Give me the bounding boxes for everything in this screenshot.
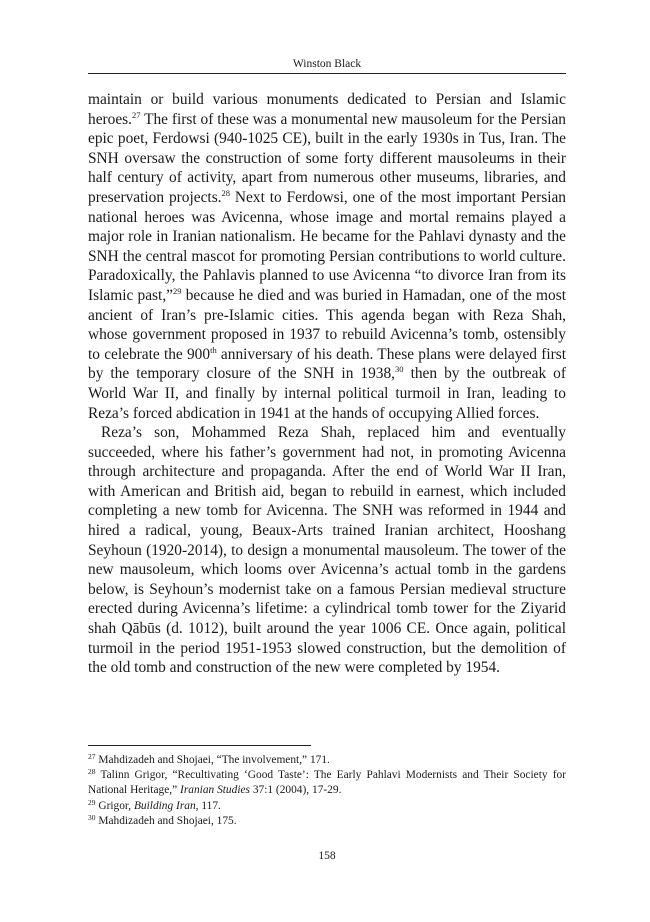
footnote: $^{28}$ Talinn Grigor, “Recultivating ‘Good Taste’: The Early Pahlavi Modernists and Their Society for National Heritage,” Iranian Studies 37:1 (2004), 17-29. [88,767,566,797]
paragraph: maintain or build various monuments dedicated to Persian and Islamic heroes.$^{27}$ The first of these was a monumental new mausoleum for the Persian epic poet, Ferdowsi (940-1025 CE), built in the early 1930s in Tus, Iran. The SNH oversaw the construction of some forty different mausoleums in their half century of activity, apart from numerous other museums, libraries, and preservation projects.$^{28}$ Next to Ferdowsi, one of the most important Persian national heroes was Avicenna, whose image and mortal remains played a major role in Iranian nationalism. He became for the Pahlavi dynasty and the SNH the central mascot for promoting Persian contributions to world culture. Paradoxically, the Pahlavis planned to use Avicenna “to divorce Iran from its Islamic past,”$^{29}$ because he died and was buried in Hamadan, one of the most ancient of Iran’s pre-Islamic cities. This agenda began with Reza Shah, whose government proposed in 1937 to rebuild Avicenna’s tomb, ostensibly to celebrate the 900th anniversary of his death. These plans were delayed first by the temporary closure of the SNH in 1938,30 then by the outbreak of World War II, and finally by internal political turmoil in Iran, leading to Reza’s forced abdication in 1941 at the hands of occupying Allied forces. [88,91,567,422]
footnote-reference: 29 [173,285,182,296]
footnote: $^{29}$ Grigor, Building Iran, 117. [88,797,221,812]
footnote-number: 30 [88,812,96,822]
footnote: $^{27}$ Mahdizadeh and Shojaei, “The involvement,” 171. [88,752,330,766]
header-rule [88,73,566,74]
footnote: $^{30}$ Mahdizadeh and Shojaei, 175. [88,812,237,827]
footnote-number: 29 [88,797,96,807]
italic-title: Iranian Studies [180,784,250,797]
footnote-reference: 30 [395,364,404,375]
body-text [88,90,566,678]
footnote-reference: 27 [132,109,141,120]
footnote-reference: 28 [221,187,231,198]
footnote-rule [88,745,311,746]
running-head: Winston Black [292,58,362,70]
italic-title: Building Iran [133,799,196,812]
footnote-number: 27 [88,752,96,761]
paragraph: Reza’s son, Mohammed Reza Shah, replaced him and eventually succeeded, where his father’s government had not, in promoting Avicenna through architecture and propaganda. After the end of World War II Iran, with American and British aid, began to rebuild in earnest, which included completing a new tomb for Avicenna. The SNH was reformed in 1944 and hired a radical, young, Beaux-Arts trained Iranian architect, Hooshang Seyhoun (1920-2014), to design a monumental mausoleum. The tower of the new mausoleum, which looms over Avicenna’s actual tomb in the gardens below, is Seyhoun’s modernist take on a famous Persian medieval structure erected during Avicenna’s lifetime: a cylindrical tomb tower for the Ziyarid shah Qābūs (d. 1012), built around the year 1006 CE. Once again, political turmoil in the period 1951-1953 slowed construction, but the demolition of the old tomb and construction of the new were completed by 1954. [88,424,566,677]
footnote-number: 28 [88,767,96,777]
footnotes [88,753,566,829]
page-number: 158 [318,850,336,862]
footnote-reference: th [210,344,217,355]
